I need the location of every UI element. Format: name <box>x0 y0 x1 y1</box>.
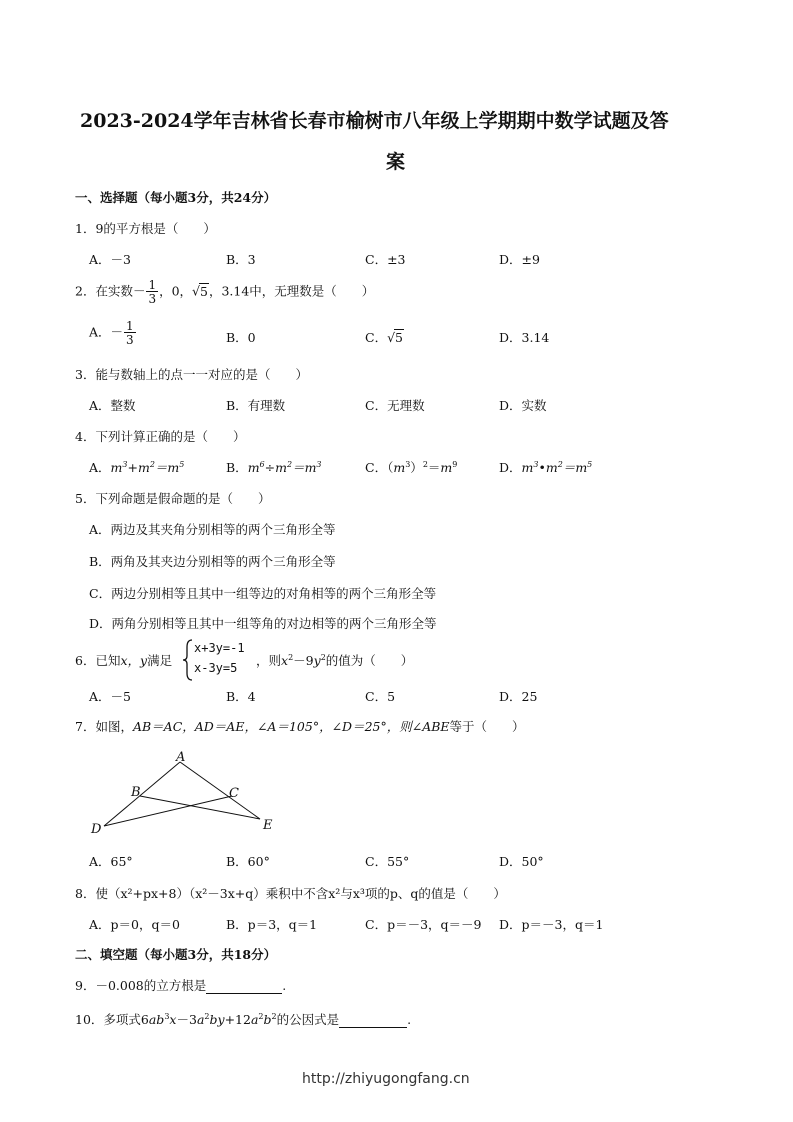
question-6-suffix <box>256 651 413 669</box>
q1-option-c: C．±3 <box>365 252 406 267</box>
q4-option-d-label: D． <box>499 460 522 475</box>
q2-option-d: D．3.14 <box>499 330 550 345</box>
section-heading-2: 二、填空题（每小题3分，共18分） <box>75 947 277 962</box>
q2-sqrt: 5 <box>200 283 208 299</box>
q2-option-a <box>89 320 137 346</box>
q6-equation-2: x-3y=5 <box>194 661 238 675</box>
segment-ae <box>180 762 260 819</box>
q4-option-b-expr: $m^6\div m^2=m^3$ <box>247 460 322 475</box>
q2-frac-num: 1 <box>148 278 157 292</box>
q2-frac-den: 3 <box>148 292 157 306</box>
q6-stem-mid: 满足 <box>147 653 173 668</box>
q10-end: . <box>407 1012 412 1027</box>
label-a: A <box>176 750 186 765</box>
label-b: B <box>131 785 141 800</box>
q6-option-c: C．5 <box>365 689 396 704</box>
question-4: 4．下列计算正确的是（ ） <box>75 429 246 444</box>
q2-stem-prefix: 2．在实数－ <box>75 283 146 299</box>
q4-option-c-expr: $(m^3)^2=m^9$ <box>387 460 458 475</box>
question-8: 8．使（x²+px+8）（x²－3x+q）乘积中不含x²与x³项的p、q的值是（ ） <box>75 886 506 901</box>
q9-stem-suffix: . <box>282 978 287 993</box>
page-title-line2: 案 <box>386 151 406 173</box>
q6-option-b: B．4 <box>226 689 256 704</box>
q6-expression: $x^2-9y^2$ <box>281 653 326 668</box>
q8-option-a: A．p＝0，q＝0 <box>89 917 180 932</box>
question-3: 3．能与数轴上的点一一对应的是（ ） <box>75 367 308 382</box>
page-title-line1: 2023-2024学年吉林省长春市榆树市八年级上学期期中数学试题及答 <box>80 110 669 132</box>
q10-stem-prefix: 10．多项式 <box>75 1012 141 1027</box>
q3-option-b: B．有理数 <box>226 398 286 413</box>
q6-stem-vars: x，y <box>120 653 148 668</box>
q2-stem-mid: ，0， <box>159 283 193 299</box>
q4-option-a <box>89 458 184 476</box>
q8-option-b: B．p＝3，q＝1 <box>226 917 318 932</box>
q4-option-c <box>365 458 457 476</box>
q6-brace <box>183 639 193 681</box>
q3-option-d: D．实数 <box>499 398 547 413</box>
q9-stem-prefix: 9．－0.008的立方根是 <box>75 978 207 993</box>
q4-option-c-label: C． <box>365 460 388 475</box>
q4-option-a-expr: $m^3+m^2=m^5$ <box>110 460 185 475</box>
label-c: C <box>229 786 239 801</box>
segment-be <box>140 796 260 819</box>
q4-option-a-label: A． <box>89 460 111 475</box>
label-d: D <box>91 822 102 837</box>
q3-option-c: C．无理数 <box>365 398 425 413</box>
segment-ad <box>104 762 180 826</box>
question-5: 5．下列命题是假命题的是（ ） <box>75 491 271 506</box>
question-10 <box>75 1010 411 1028</box>
q5-option-d: D．两角分别相等且其中一组等角的对边相等的两个三角形全等 <box>89 616 437 631</box>
q7-stem-prefix: 7．如图， <box>75 719 133 734</box>
section-heading: 一、选择题（每小题3分，共24分） <box>75 190 277 205</box>
q7-stem-suffix: 等于（ ） <box>449 719 525 734</box>
question-7 <box>75 717 525 735</box>
q1-option-a: A．－3 <box>89 252 131 267</box>
q3-option-a: A．整数 <box>89 398 136 413</box>
q6-suffix-a: ，则 <box>256 653 282 668</box>
q2-option-a-prefix: A．－ <box>89 324 124 340</box>
segment-dc <box>104 796 232 826</box>
q2-option-b: B．0 <box>226 330 256 345</box>
question-6 <box>75 651 172 669</box>
q7-triangle-figure <box>88 748 288 838</box>
q7-conditions: AB＝AC，AD＝AE，∠A＝105°，∠D＝25°，则∠ABE <box>132 719 450 734</box>
q2-option-a-fraction <box>124 320 136 346</box>
q2-option-a-den: 3 <box>126 333 134 347</box>
q2-option-c: C．√5 <box>365 330 403 345</box>
q4-option-b <box>226 458 322 476</box>
q2-fraction <box>146 279 158 305</box>
q1-option-b: B．3 <box>226 252 256 267</box>
q1-option-d: D．±9 <box>499 252 540 267</box>
q2-option-c-label: C． <box>365 330 388 345</box>
q4-option-d <box>499 458 592 476</box>
q4-option-d-expr: $m^3•m^2=m^5$ <box>521 460 593 475</box>
question-1: 1．9的平方根是（ ） <box>75 221 216 236</box>
q6-option-d: D．25 <box>499 689 538 704</box>
footer-url[interactable]: http://zhiyugongfang.cn <box>302 1071 470 1087</box>
q5-option-c: C．两边分别相等且其中一组等边的对角相等的两个三角形全等 <box>89 586 437 601</box>
q6-stem-prefix: 6．已知 <box>75 653 121 668</box>
q8-option-c: C．p＝－3，q＝－9 <box>365 917 482 932</box>
q7-option-d: D．50° <box>499 854 544 869</box>
q5-option-b: B．两角及其夹边分别相等的两个三角形全等 <box>89 554 336 569</box>
question-2: 2．在实数－ $\frac{1}{3}$ ，0，√5，3.14中，无理数是（ ） <box>75 278 375 306</box>
q7-option-b: B．60° <box>226 854 270 869</box>
q10-answer-blank[interactable] <box>339 1013 407 1028</box>
q10-polynomial: $6ab^3x-3a^2by+12a^2b^2$ <box>140 1012 277 1027</box>
question-9 <box>75 976 286 994</box>
q5-option-a: A．两边及其夹角分别相等的两个三角形全等 <box>89 522 336 537</box>
q8-option-d: D．p＝－3，q＝1 <box>499 917 604 932</box>
q10-stem-suffix: 的公因式是 <box>276 1012 340 1027</box>
q7-option-c: C．55° <box>365 854 410 869</box>
q6-equation-1: x+3y=-1 <box>194 641 245 655</box>
label-e: E <box>263 818 273 833</box>
q6-suffix-b: 的值为（ ） <box>325 653 414 668</box>
q2-stem-suffix: ，3.14中，无理数是（ ） <box>208 283 375 299</box>
q7-option-a: A．65° <box>89 854 133 869</box>
q9-answer-blank[interactable] <box>206 979 282 994</box>
q2-option-c-sqrt: 5 <box>395 330 403 345</box>
q6-option-a: A．－5 <box>89 689 131 704</box>
q4-option-b-label: B． <box>226 460 248 475</box>
q2-option-a-num: 1 <box>126 319 134 333</box>
